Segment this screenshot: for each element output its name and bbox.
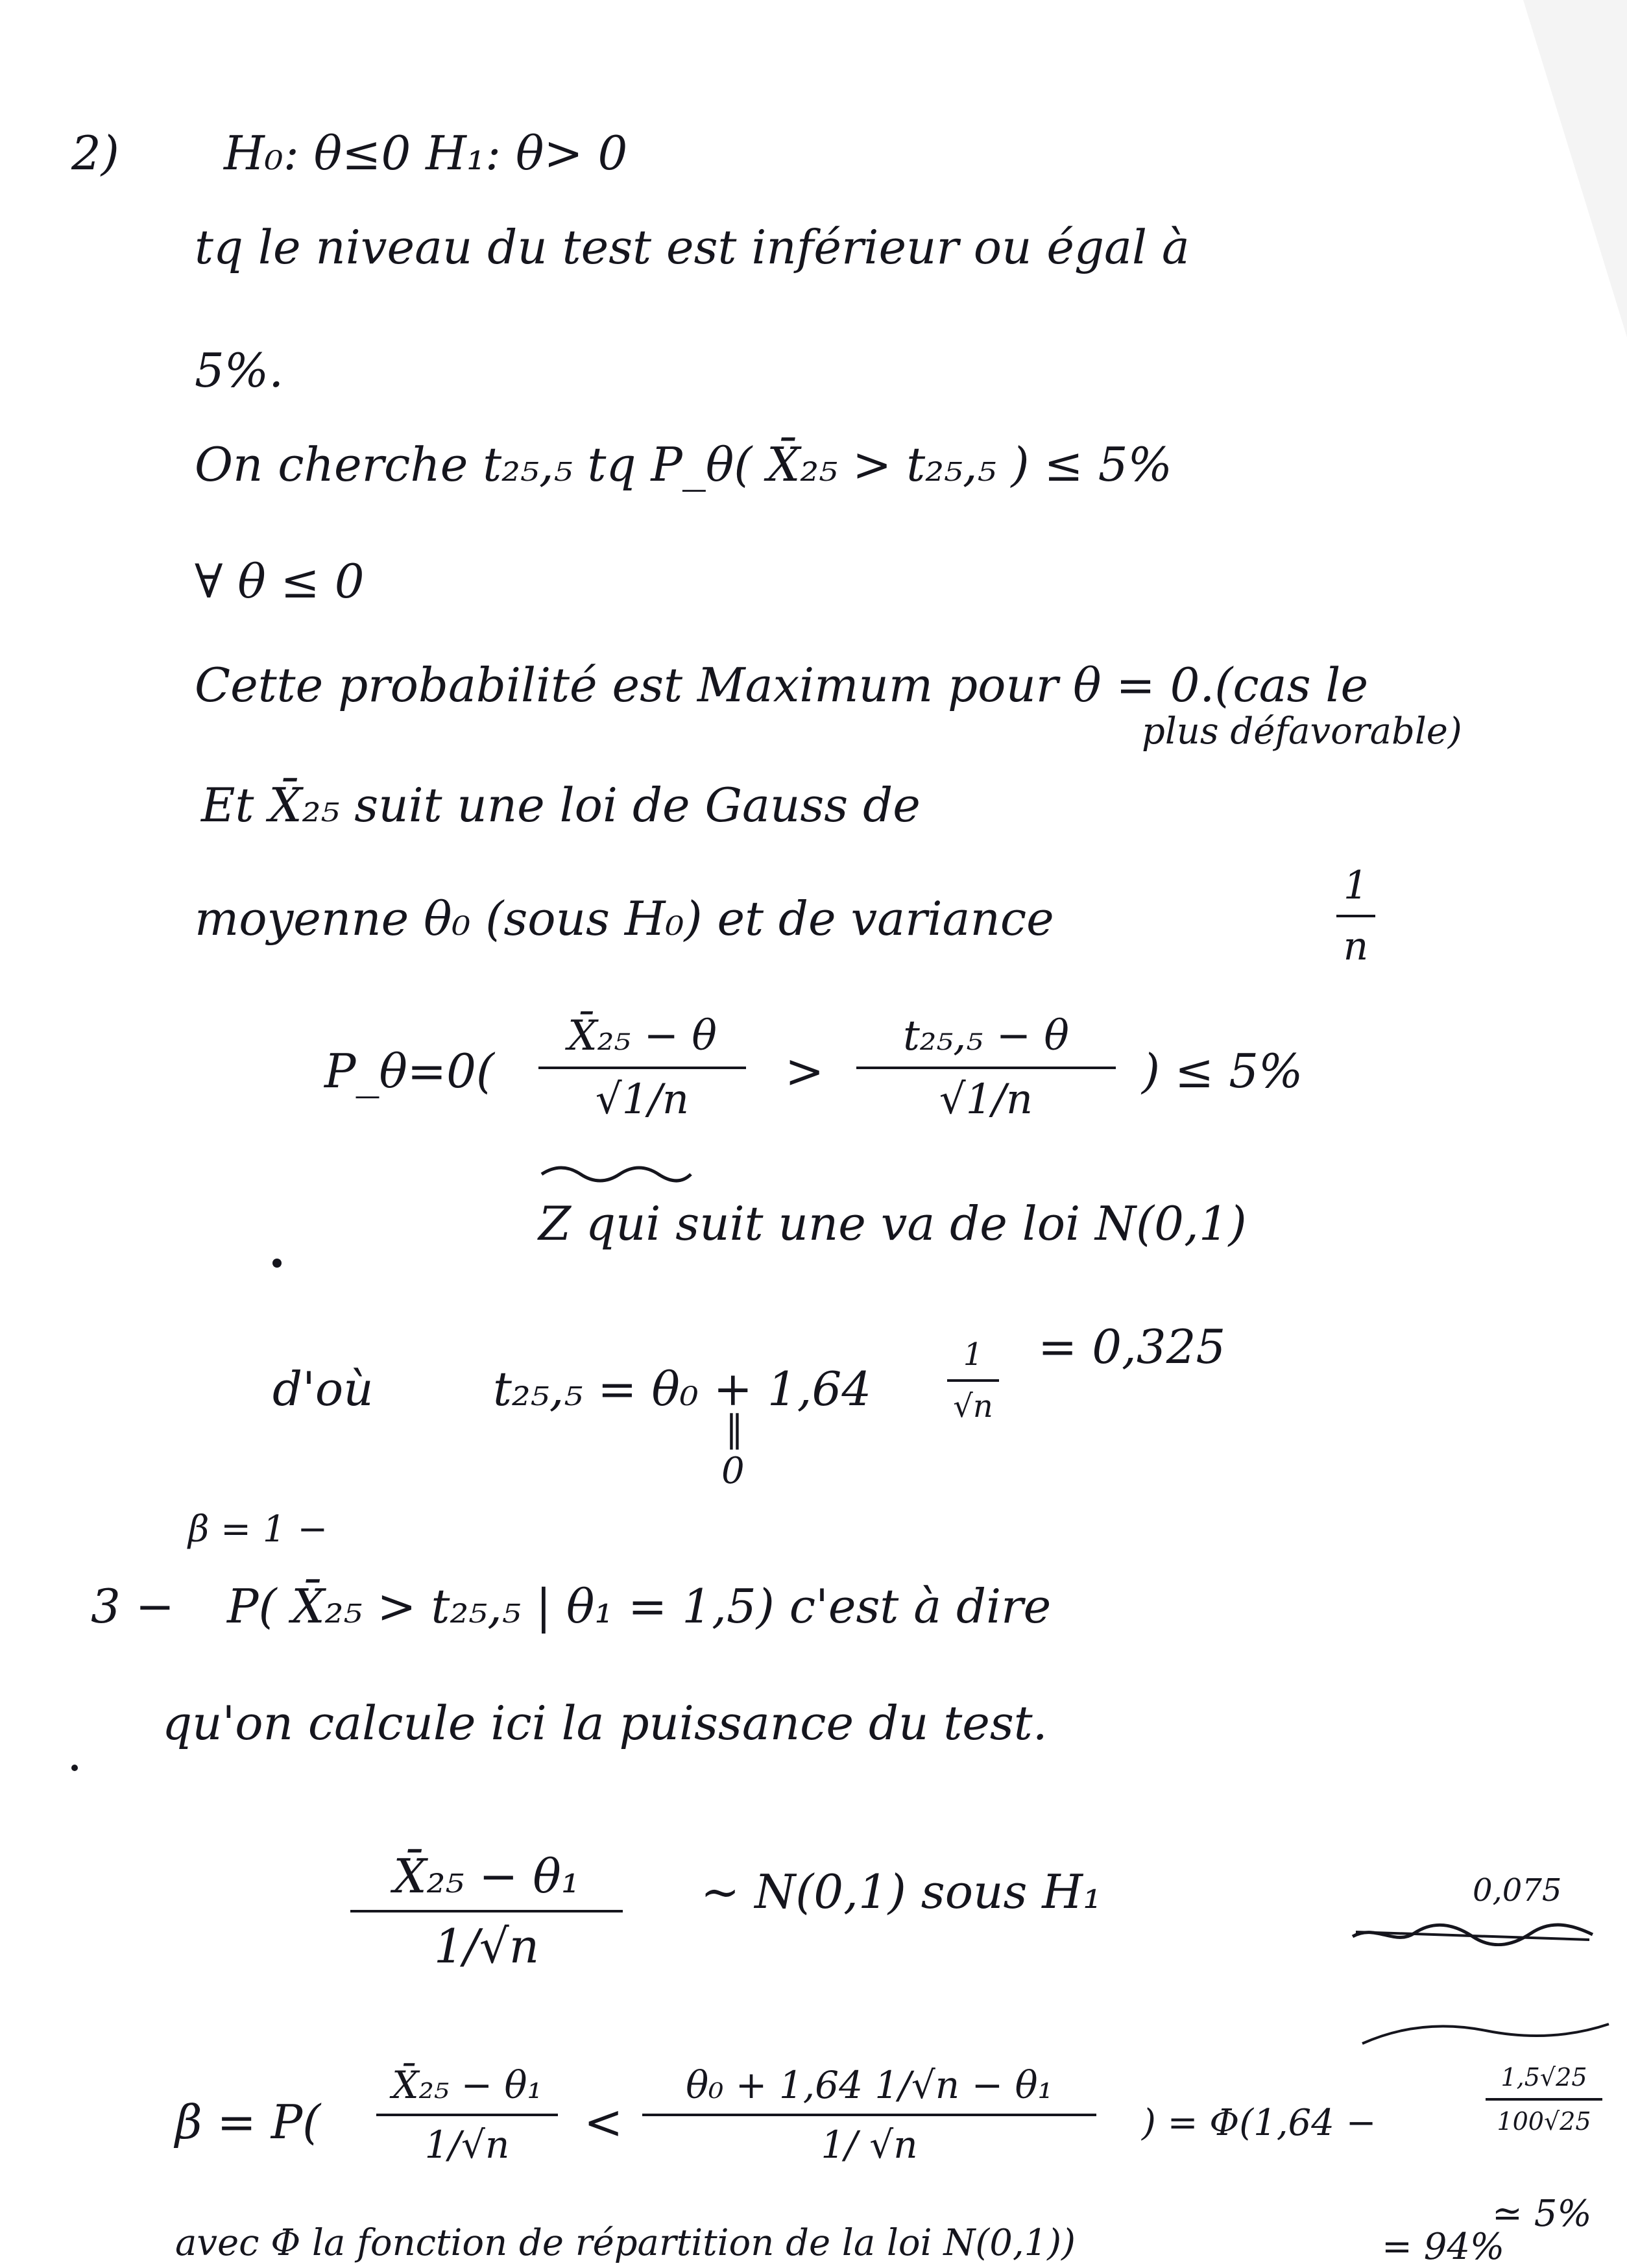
hypotheses: H₀: θ≤0 H₁: θ> 0 [224,126,628,180]
variance-numerator: 1 [1343,863,1369,908]
dou-label: d'où [272,1362,374,1416]
text-line-p: P( X̄₂₅ > t₂₅,₅ | θ₁ = 1,5) c'est à dire [227,1579,1052,1634]
pivot-numerator: X̄₂₅ − θ₁ [393,1849,580,1903]
equation-left-fraction [538,1012,746,1124]
beta-note: β = 1 − [188,1508,328,1550]
beta-fraction-right-denominator: 1/ √n [821,2123,918,2167]
section-3-number: 3 − [91,1579,175,1634]
variance-denominator: n [1343,924,1369,969]
beta-fraction-left-denominator: 1/√n [424,2123,510,2167]
beta-fraction-left [376,2063,558,2167]
pivot-denominator: 1/√n [433,1919,540,1973]
beta-rhs: ) = Φ(1,64 − [1142,2102,1377,2144]
scribble-crossed-out [1349,1920,1596,1946]
beta-lhs: β = P( [175,2095,321,2149]
fraction-bar [856,1067,1116,1069]
text-line-puissance: qu'on calcule ici la puissance du test. [162,1696,1048,1750]
final-result: = 94% [1382,2226,1505,2268]
bullet-dot [71,1765,78,1771]
underbrace-squiggle [538,1161,694,1187]
text-line-on-cherche: On cherche t₂₅,₅ tq P_θ( X̄₂₅ > t₂₅,₅ ) ≤ 5% [195,437,1172,492]
dou-fraction [947,1336,999,1425]
beta-fraction-right-numerator: θ₀ + 1,64 1/√n − θ₁ [686,2063,1053,2107]
text-line-forall: ∀ θ ≤ 0 [195,554,365,609]
fraction-bar [350,1910,623,1912]
fraction-bar [1336,915,1375,917]
overbrace-curve [1356,2011,1615,2050]
equation-right-denominator: √1/n [939,1076,1033,1124]
dou-result: = 0,325 [1038,1320,1226,1374]
equation-suffix: ) ≤ 5% [1142,1044,1303,1098]
equation-left-denominator: √1/n [595,1076,690,1124]
section-2-number: 2) [71,126,119,180]
fraction-bar [1486,2098,1602,2101]
beta-rhs-fraction [1486,2063,1602,2136]
theta-equals-mark: ‖ [725,1408,743,1450]
text-line-probabilite: Cette probabilité est Maximum pour θ = 0.(cas le [195,658,1369,712]
text-line-5pct: 5%. [195,343,284,398]
dou-fraction-denominator: √n [953,1388,993,1425]
equation-prefix: P_θ=0( [324,1044,495,1098]
beta-less-than: < [584,2095,623,2149]
text-line-moyenne: moyenne θ₀ (sous H₀) et de variance [195,891,1054,946]
text-line-defavorable: plus défavorable) [1142,710,1462,753]
beta-fraction-left-numerator: X̄₂₅ − θ₁ [392,2063,542,2107]
equation-right-numerator: t₂₅,₅ − θ [903,1012,1069,1060]
beta-fraction-right [642,2063,1096,2167]
dou-expression: t₂₅,₅ = θ₀ + 1,64 [493,1362,872,1416]
fraction-bar [642,2114,1096,2116]
variance-fraction [1336,863,1375,969]
equation-left-numerator: X̄₂₅ − θ [568,1012,717,1060]
fraction-bar [947,1379,999,1382]
fraction-bar [538,1067,746,1069]
text-line-tq: tq le niveau du test est inférieur ou égal à [195,220,1190,274]
dou-fraction-numerator: 1 [963,1336,983,1373]
approx-5-percent: ≃ 5% [1492,2193,1592,2235]
pivot-fraction [350,1849,623,1973]
pivot-distribution: ∼ N(0,1) sous H₁ [701,1864,1102,1919]
bullet-dot [272,1259,282,1268]
fraction-bar [376,2114,558,2116]
equation-greater-than: > [785,1044,825,1098]
text-line-gauss: Et X̄₂₅ suit une loi de Gauss de [201,778,921,832]
text-line-fonction: avec Φ la fonction de répartition de la loi N(0,1)) [175,2222,1076,2264]
folded-corner [1523,0,1627,337]
text-line-z: Z qui suit une va de loi N(0,1) [538,1196,1247,1251]
equation-right-fraction [856,1012,1116,1124]
beta-rhs-fraction-denominator: 100√25 [1497,2107,1591,2136]
beta-rhs-fraction-numerator: 1,5√25 [1500,2063,1587,2092]
side-note: 0,075 [1473,1872,1562,1909]
theta-zero: 0 [721,1450,745,1492]
